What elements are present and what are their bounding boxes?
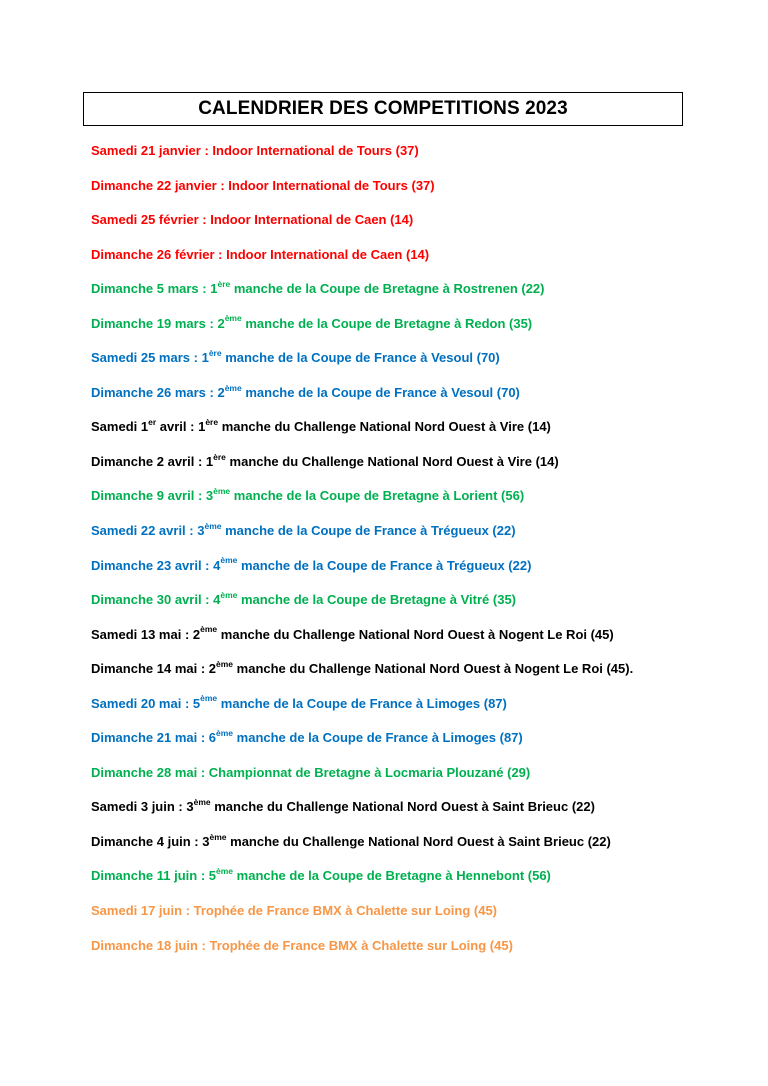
event-round-number: 2 xyxy=(217,315,225,331)
event-description: manche de la Coupe de Bretagne à Lorient (56) xyxy=(233,488,525,504)
event-round-suffix: ème xyxy=(216,866,234,877)
event-round-suffix: ère xyxy=(205,417,219,428)
event-date: Dimanche 19 mars : xyxy=(91,315,214,331)
event-description: manche de la Coupe de Bretagne à Vitré (35) xyxy=(241,592,517,608)
event-date-rest: avril : xyxy=(159,419,195,435)
event-description: manche de la Coupe de Bretagne à Hennebont (56) xyxy=(236,868,551,884)
event-item xyxy=(91,866,751,901)
event-round-number: 3 xyxy=(197,523,205,539)
event-item xyxy=(91,797,751,832)
event-date: Dimanche 9 avril : xyxy=(91,488,203,504)
event-description: manche du Challenge National Nord Ouest à Nogent Le Roi (45) xyxy=(220,626,614,642)
event-description: manche de la Coupe de France à Trégueux (22) xyxy=(241,557,532,573)
event-description: manche du Challenge National Nord Ouest à Saint Brieuc (22) xyxy=(230,833,611,849)
event-item xyxy=(91,210,751,245)
event-round-suffix: ème xyxy=(216,658,234,669)
event-description: manche de la Coupe de France à Limoges (87) xyxy=(220,695,507,711)
event-description: Championnat de Bretagne à Locmaria Plouzané (29) xyxy=(208,764,531,780)
event-item xyxy=(91,452,751,487)
event-date-suffix: er xyxy=(148,417,157,428)
event-round-number: 2 xyxy=(192,626,201,642)
event-round-suffix: ère xyxy=(213,451,226,462)
event-date: Dimanche 21 mai : xyxy=(91,730,206,746)
event-round-number: 1 xyxy=(201,350,209,366)
event-date: Dimanche 14 mai : xyxy=(91,661,206,677)
event-round-number: 3 xyxy=(202,833,210,849)
event-item xyxy=(91,279,751,314)
event-date: Dimanche 4 juin : xyxy=(91,833,199,849)
event-date: Dimanche 28 mai : xyxy=(91,764,206,780)
event-date: Dimanche 30 avril : xyxy=(91,592,210,608)
event-round-suffix: ère xyxy=(217,278,231,289)
event-description: Trophée de France BMX à Chalette sur Loing (45) xyxy=(209,937,513,953)
event-item xyxy=(91,348,751,383)
event-description: manche de la Coupe de France à Trégueux (22) xyxy=(225,523,516,539)
event-description: Trophée de France BMX à Chalette sur Loing (45) xyxy=(193,903,498,919)
event-item xyxy=(91,694,751,729)
event-round-suffix: ème xyxy=(224,313,242,324)
event-round-suffix: ème xyxy=(224,382,242,393)
event-description: Indoor International de Caen (14) xyxy=(210,212,414,228)
event-list xyxy=(91,141,751,970)
event-item xyxy=(91,763,751,798)
event-item xyxy=(91,728,751,763)
event-item xyxy=(91,245,751,280)
event-round-number: 2 xyxy=(217,384,225,400)
event-round-suffix: ème xyxy=(209,831,227,842)
event-description: Indoor International de Tours (37) xyxy=(228,177,435,193)
event-date: Samedi 21 janvier : xyxy=(91,143,209,158)
event-description: manche de la Coupe de Bretagne à Rostrenen (22) xyxy=(233,281,545,297)
event-round-suffix: ère xyxy=(208,347,222,358)
event-round-number: 1 xyxy=(205,453,214,469)
event-round-number: 4 xyxy=(213,592,221,608)
event-description: manche de la Coupe de France à Vesoul (70) xyxy=(225,350,500,366)
event-date: Samedi 1 xyxy=(91,419,149,435)
event-round-number: 6 xyxy=(208,730,217,746)
event-item xyxy=(91,314,751,349)
event-date: Dimanche 5 mars : xyxy=(91,281,207,297)
event-round-suffix: ème xyxy=(193,797,211,808)
event-description: manche de la Coupe de France à Vesoul (70) xyxy=(245,384,520,400)
event-date: Dimanche 26 mars : xyxy=(91,384,214,400)
event-date: Samedi 25 février : xyxy=(91,212,207,228)
event-round-number: 1 xyxy=(210,281,218,297)
event-item xyxy=(91,521,751,556)
event-description: Indoor International de Caen (14) xyxy=(226,246,430,262)
event-round-suffix: ème xyxy=(220,555,238,566)
event-round-number: 3 xyxy=(205,488,214,504)
event-date: Samedi 17 juin : xyxy=(91,903,190,919)
event-round-suffix: ème xyxy=(216,727,234,738)
event-date: Dimanche 23 avril : xyxy=(91,557,210,573)
event-item xyxy=(91,590,751,625)
event-item xyxy=(91,417,751,452)
event-date: Samedi 20 mai : xyxy=(91,695,190,711)
event-date: Dimanche 18 juin : xyxy=(91,937,206,953)
event-round-number: 5 xyxy=(208,868,217,884)
event-round-number: 5 xyxy=(192,695,201,711)
event-date: Dimanche 2 avril : xyxy=(91,453,203,469)
event-item xyxy=(91,141,751,176)
event-item xyxy=(91,659,751,694)
event-item xyxy=(91,176,751,211)
event-date: Samedi 22 avril : xyxy=(91,523,194,539)
event-description: manche du Challenge National Nord Ouest à Vire (14) xyxy=(221,419,551,435)
event-item xyxy=(91,486,751,521)
event-date: Dimanche 22 janvier : xyxy=(91,177,225,193)
event-item xyxy=(91,556,751,591)
event-item xyxy=(91,625,751,660)
event-description: manche du Challenge National Nord Ouest à Vire (14) xyxy=(229,453,559,469)
event-round-number: 3 xyxy=(186,799,194,815)
event-round-suffix: ème xyxy=(220,589,238,600)
event-round-suffix: ème xyxy=(200,693,218,704)
title-box xyxy=(83,92,683,126)
event-round-suffix: ème xyxy=(200,624,218,635)
event-item xyxy=(91,383,751,418)
event-item xyxy=(91,832,751,867)
event-date: Samedi 25 mars : xyxy=(91,350,198,366)
event-item xyxy=(91,901,751,936)
event-description: Indoor International de Tours (37) xyxy=(212,143,419,158)
event-date: Dimanche 11 juin : xyxy=(91,868,206,884)
page-title: CALENDRIER DES COMPETITIONS 2023 xyxy=(198,98,568,119)
event-description: manche du Challenge National Nord Ouest à Nogent Le Roi (45). xyxy=(236,661,634,677)
event-round-number: 2 xyxy=(208,661,217,677)
event-description: manche de la Coupe de Bretagne à Redon (35) xyxy=(245,315,533,331)
event-item xyxy=(91,936,751,971)
event-round-number: 4 xyxy=(213,557,221,573)
event-date: Samedi 13 mai : xyxy=(91,626,190,642)
event-date: Dimanche 26 février : xyxy=(91,246,223,262)
event-description: manche du Challenge National Nord Ouest à Saint Brieuc (22) xyxy=(214,799,595,815)
event-round-number: 1 xyxy=(198,419,206,435)
event-round-suffix: ème xyxy=(213,486,231,497)
event-date: Samedi 3 juin : xyxy=(91,799,183,815)
event-round-suffix: ème xyxy=(204,520,222,531)
event-description: manche de la Coupe de France à Limoges (87) xyxy=(236,730,523,746)
